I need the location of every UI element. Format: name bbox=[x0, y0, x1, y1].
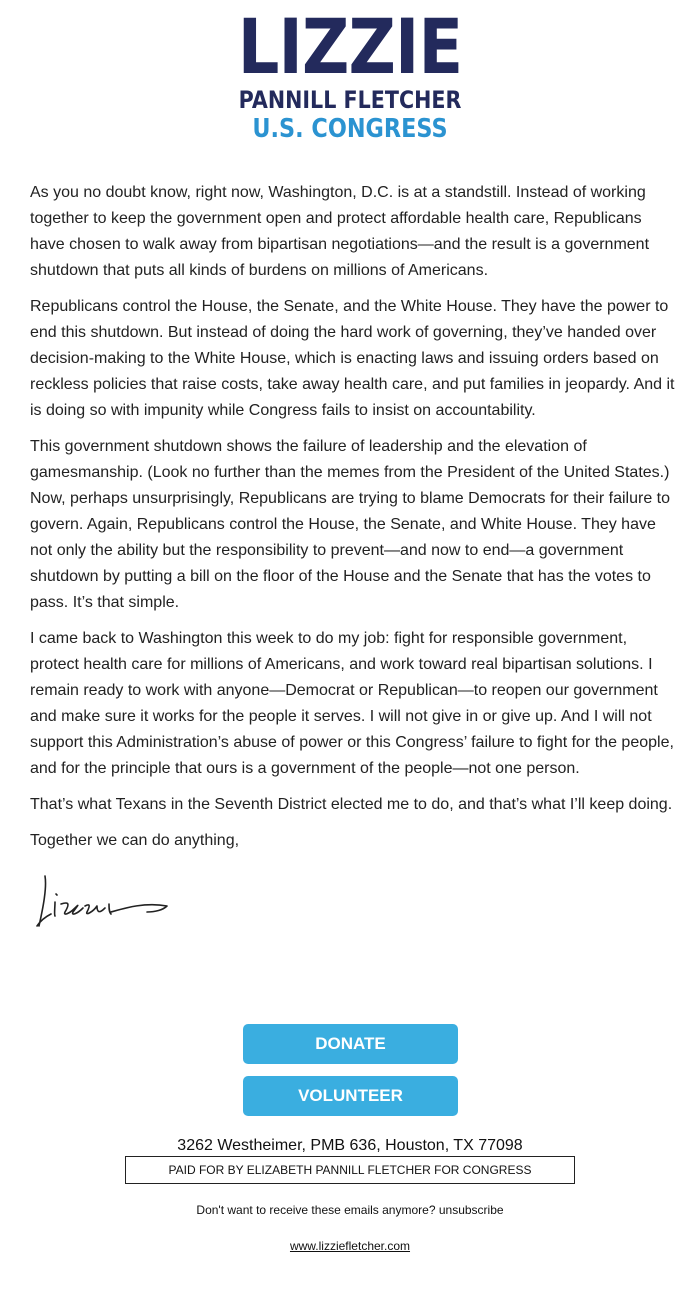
closing: Together we can do anything, bbox=[30, 832, 240, 849]
unsubscribe-line bbox=[0, 1202, 700, 1218]
paragraph: Republicans control the House, the Senate, and the White House. They have the power to end this shutdown. But instead of doing the hard work of governing, they’ve handed over decision-making to the White House, which is enacting laws and issuing orders based on reckless policies that raise costs, take away health care, and put families in jeopardy. And it is doing so with impunity while Congress fails to insist on accountability. bbox=[30, 298, 675, 419]
paid-for-disclaimer: PAID FOR BY ELIZABETH PANNILL FLETCHER FOR CONGRESS bbox=[125, 1156, 575, 1184]
mailing-address: 3262 Westheimer, PMB 636, Houston, TX 77098 bbox=[177, 1137, 523, 1154]
website-link[interactable]: www.lizziefletcher.com bbox=[289, 1239, 411, 1253]
paragraph: That’s what Texans in the Seventh District elected me to do, and that’s what I’ll keep doing. bbox=[30, 796, 673, 813]
unsubscribe-prompt: Don't want to receive these emails anymore? bbox=[196, 1203, 436, 1217]
action-buttons bbox=[0, 1024, 700, 1116]
unsubscribe-link[interactable]: unsubscribe bbox=[438, 1203, 504, 1217]
signature-image bbox=[35, 868, 700, 932]
paragraph: I came back to Washington this week to do my job: fight for responsible government, protect health care for millions of Americans, and work toward real bipartisan solutions. I remain ready to work with anyone—Democrat or Republican—to reopen our government and make sure it works for the people it serves. I will not give in or give up. And I will not support this Administration’s abuse of power or this Congress’ failure to fight for the people, and for the principle that ours is a government of the people—not one person. bbox=[30, 630, 674, 777]
donate-button[interactable]: DONATE bbox=[243, 1024, 458, 1064]
paragraph: This government shutdown shows the failure of leadership and the elevation of gamesmanship. (Look no further than the memes from the President of the United States.) Now, perhaps unsurprisingly, Republicans are trying to blame Democrats for their failure to govern. Again, Republicans control the House, the Senate, and White House. They have not only the ability but the responsibility to prevent—and now to end—a government shutdown by putting a bill on the floor of the House and the Senate that has the votes to pass. It’s that simple. bbox=[30, 438, 670, 611]
logo-office: U.S. CONGRESS bbox=[252, 114, 448, 144]
logo-fullname: PANNILL FLETCHER bbox=[238, 86, 462, 114]
volunteer-button[interactable]: VOLUNTEER bbox=[243, 1076, 458, 1116]
logo-name: LIZZIE bbox=[237, 2, 463, 91]
letter-body bbox=[30, 180, 678, 854]
paragraph: As you no doubt know, right now, Washington, D.C. is at a standstill. Instead of working together to keep the government open and protect affordable health care, Republicans have chosen to walk away from bipartisan negotiations—and the result is a government shutdown that puts all kinds of burdens on millions of Americans. bbox=[30, 184, 650, 279]
campaign-logo bbox=[0, 0, 700, 144]
